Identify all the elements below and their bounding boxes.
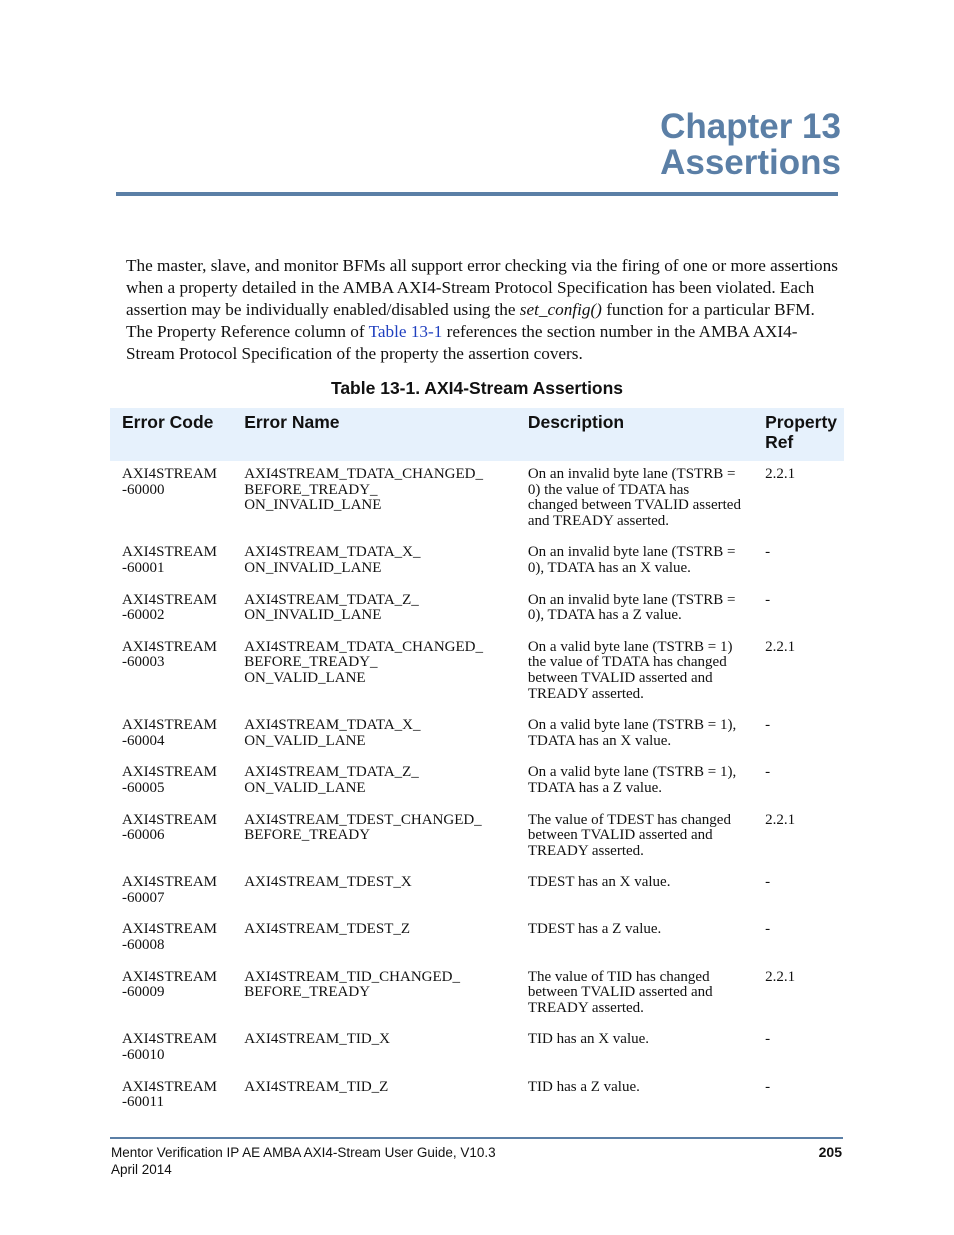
error-code-cell-line: -60002 xyxy=(122,607,165,624)
description-cell-line: TDEST has a Z value. xyxy=(527,921,662,938)
description-cell xyxy=(516,918,753,965)
header-description: Description xyxy=(516,408,753,461)
error-name-cell-line: AXI4STREAM_TID_Z xyxy=(244,1078,389,1095)
description-cell xyxy=(516,809,753,872)
description-cell xyxy=(516,761,753,808)
table-row xyxy=(110,966,844,1029)
error-code-cell xyxy=(110,589,232,636)
error-name-cell xyxy=(232,461,516,541)
error-name-cell-line: AXI4STREAM_TDATA_Z_ xyxy=(244,764,419,781)
error-name-cell-line: AXI4STREAM_TDATA_CHANGED_ xyxy=(244,638,483,655)
error-name-cell xyxy=(232,1076,516,1123)
description-cell-line: 0), TDATA has a Z value. xyxy=(527,607,682,624)
error-code-cell-line: AXI4STREAM xyxy=(122,1031,218,1048)
error-code-cell-line: -60007 xyxy=(122,889,165,906)
error-name-cell xyxy=(232,714,516,761)
error-name-cell-line: BEFORE_TREADY_ xyxy=(244,481,378,498)
error-name-cell xyxy=(232,589,516,636)
description-cell-line: the value of TDATA has changed xyxy=(527,654,727,671)
description-cell-line: TREADY asserted. xyxy=(527,842,644,859)
property-ref-cell: - xyxy=(765,717,771,734)
table-link[interactable]: Table 13-1 xyxy=(368,322,443,341)
error-code-cell xyxy=(110,714,232,761)
description-cell-line: between TVALID asserted and xyxy=(527,669,713,686)
error-code-cell-line: AXI4STREAM xyxy=(122,921,218,938)
table-header-row xyxy=(110,408,844,461)
error-code-cell-line: AXI4STREAM xyxy=(122,544,218,561)
description-cell-line: On a valid byte lane (TSTRB = 1), xyxy=(527,764,737,781)
error-code-cell-line: -60000 xyxy=(122,481,165,498)
table-row xyxy=(110,761,844,808)
description-cell-line: On an invalid byte lane (TSTRB = xyxy=(527,544,736,561)
property-ref-cell: - xyxy=(765,874,771,891)
error-code-cell-line: AXI4STREAM xyxy=(122,717,218,734)
description-cell-line: between TVALID asserted and xyxy=(527,827,713,844)
description-cell xyxy=(516,589,753,636)
error-code-cell-line: AXI4STREAM xyxy=(122,638,218,655)
property-ref-cell: - xyxy=(765,764,771,781)
property-ref-cell: - xyxy=(765,544,771,561)
error-name-cell-line: ON_VALID_LANE xyxy=(244,669,366,686)
description-cell xyxy=(516,714,753,761)
description-cell xyxy=(516,871,753,918)
table-row xyxy=(110,714,844,761)
error-name-cell-line: AXI4STREAM_TDEST_X xyxy=(244,874,412,891)
table-row xyxy=(110,461,844,541)
description-cell-line: TREADY asserted. xyxy=(527,685,644,702)
description-cell-line: between TVALID asserted and xyxy=(527,984,713,1001)
description-cell-line: TID has a Z value. xyxy=(527,1078,640,1095)
header-property-ref: Property Ref xyxy=(753,408,844,461)
error-code-cell-line: -60006 xyxy=(122,827,165,844)
error-code-cell xyxy=(110,1076,232,1123)
error-name-cell xyxy=(232,761,516,808)
error-code-cell-line: AXI4STREAM xyxy=(122,466,218,482)
description-cell xyxy=(516,461,753,541)
error-code-cell-line: -60011 xyxy=(122,1094,164,1111)
error-name-cell-line: BEFORE_TREADY_ xyxy=(244,654,378,671)
error-name-cell xyxy=(232,809,516,872)
table-row xyxy=(110,589,844,636)
error-code-cell-line: AXI4STREAM xyxy=(122,874,218,891)
error-name-cell xyxy=(232,918,516,965)
footer-title: Mentor Verification IP AE AMBA AXI4-Stream User Guide, V10.3 xyxy=(111,1145,496,1160)
description-cell xyxy=(516,1028,753,1075)
error-name-cell xyxy=(232,871,516,918)
description-cell-line: On a valid byte lane (TSTRB = 1), xyxy=(527,717,737,734)
error-code-cell-line: -60008 xyxy=(122,937,165,954)
error-code-cell xyxy=(110,461,232,541)
error-code-cell-line: AXI4STREAM xyxy=(122,764,218,781)
property-ref-cell: - xyxy=(765,921,771,938)
description-cell-line: On an invalid byte lane (TSTRB = xyxy=(527,466,736,482)
error-code-cell xyxy=(110,636,232,714)
description-cell-line: The value of TDEST has changed xyxy=(527,811,731,828)
error-name-cell-line: ON_INVALID_LANE xyxy=(244,497,382,514)
error-name-cell xyxy=(232,541,516,588)
description-cell-line: 0), TDATA has an X value. xyxy=(527,559,691,576)
error-code-cell xyxy=(110,918,232,965)
table-body xyxy=(110,461,844,1123)
description-cell xyxy=(516,541,753,588)
error-name-cell xyxy=(232,966,516,1029)
description-cell-line: 0) the value of TDATA has xyxy=(527,481,690,498)
error-name-cell-line: AXI4STREAM_TDEST_CHANGED_ xyxy=(244,811,482,828)
error-code-cell-line: -60004 xyxy=(122,732,165,749)
page-number: 205 xyxy=(818,1144,842,1160)
chapter-rule xyxy=(116,192,838,196)
error-name-cell-line: AXI4STREAM_TDEST_Z xyxy=(244,921,411,938)
error-code-cell xyxy=(110,761,232,808)
error-name-cell-line: ON_VALID_LANE xyxy=(244,779,366,796)
error-code-cell xyxy=(110,541,232,588)
error-name-cell-line: BEFORE_TREADY xyxy=(244,827,371,844)
error-code-cell-line: AXI4STREAM xyxy=(122,591,218,608)
description-cell-line: On an invalid byte lane (TSTRB = xyxy=(527,591,736,608)
error-code-cell-line: -60001 xyxy=(122,559,165,576)
footer-rule xyxy=(110,1137,843,1139)
error-code-cell-line: -60009 xyxy=(122,984,165,1001)
property-ref-cell: 2.2.1 xyxy=(765,466,796,482)
description-cell-line: TDEST has an X value. xyxy=(527,874,671,891)
error-name-cell-line: AXI4STREAM_TDATA_Z_ xyxy=(244,591,419,608)
description-cell-line: changed between TVALID asserted xyxy=(527,497,741,514)
error-code-cell-line: AXI4STREAM xyxy=(122,968,218,985)
property-ref-cell: - xyxy=(765,1031,771,1048)
description-cell-line: and TREADY asserted. xyxy=(527,512,670,529)
table-row xyxy=(110,1076,844,1123)
footer-info xyxy=(111,1144,496,1178)
error-name-cell-line: ON_INVALID_LANE xyxy=(244,559,382,576)
property-ref-cell: 2.2.1 xyxy=(765,968,796,985)
error-code-cell-line: AXI4STREAM xyxy=(122,1078,218,1095)
table-row xyxy=(110,809,844,872)
property-ref-cell: - xyxy=(765,591,771,608)
description-cell xyxy=(516,1076,753,1123)
description-cell-line: TDATA has a Z value. xyxy=(527,779,663,796)
intro-text-3: references the section number in the AMBA AXI4-Stream Protocol Specification of the property the assertion covers. xyxy=(126,322,798,363)
description-cell-line: TDATA has an X value. xyxy=(527,732,672,749)
assertions-table xyxy=(110,408,844,1123)
error-name-cell-line: AXI4STREAM_TDATA_X_ xyxy=(244,544,421,561)
chapter-number: Chapter 13 xyxy=(660,107,841,146)
property-ref-cell: - xyxy=(765,1078,771,1095)
table-row xyxy=(110,871,844,918)
error-code-cell-line: -60010 xyxy=(122,1047,165,1064)
error-code-cell xyxy=(110,809,232,872)
error-name-cell-line: ON_VALID_LANE xyxy=(244,732,366,749)
error-name-cell-line: ON_INVALID_LANE xyxy=(244,607,382,624)
intro-paragraph xyxy=(126,255,844,365)
table-row xyxy=(110,1028,844,1075)
description-cell-line: TREADY asserted. xyxy=(527,999,644,1016)
chapter-title: Assertions xyxy=(660,143,841,182)
intro-text-1: The master, slave, and monitor BFMs all support error checking via the firing of one or more assertions when a property detailed in the AMBA AXI4-Stream Protocol Specification has been violated. Each assertion may be individually enabled/disabled using the xyxy=(126,256,838,319)
error-name-cell-line: AXI4STREAM_TDATA_X_ xyxy=(244,717,421,734)
error-code-cell-line: AXI4STREAM xyxy=(122,811,218,828)
table-row xyxy=(110,918,844,965)
footer-date: April 2014 xyxy=(111,1162,172,1177)
error-name-cell-line: AXI4STREAM_TDATA_CHANGED_ xyxy=(244,466,483,482)
description-cell xyxy=(516,636,753,714)
description-cell xyxy=(516,966,753,1029)
chapter-heading xyxy=(660,109,841,181)
description-cell-line: On a valid byte lane (TSTRB = 1) xyxy=(527,638,733,655)
header-error-name: Error Name xyxy=(232,408,516,461)
error-code-cell xyxy=(110,871,232,918)
table-row xyxy=(110,541,844,588)
header-error-code: Error Code xyxy=(110,408,232,461)
error-code-cell xyxy=(110,1028,232,1075)
error-code-cell-line: -60005 xyxy=(122,779,165,796)
table-row xyxy=(110,636,844,714)
error-name-cell-line: AXI4STREAM_TID_X xyxy=(244,1031,391,1048)
description-cell-line: The value of TID has changed xyxy=(527,968,710,985)
error-name-cell-line: AXI4STREAM_TID_CHANGED_ xyxy=(244,968,461,985)
description-cell-line: TID has an X value. xyxy=(527,1031,650,1048)
intro-text-2: function for a particular BFM. The Property Reference column of xyxy=(126,300,815,341)
function-name: set_config() xyxy=(519,300,602,319)
error-code-cell xyxy=(110,966,232,1029)
error-name-cell xyxy=(232,636,516,714)
error-name-cell xyxy=(232,1028,516,1075)
property-ref-cell: 2.2.1 xyxy=(765,811,796,828)
error-name-cell-line: BEFORE_TREADY xyxy=(244,984,371,1001)
table-caption: Table 13-1. AXI4-Stream Assertions xyxy=(330,378,624,398)
property-ref-cell: 2.2.1 xyxy=(765,638,796,655)
error-code-cell-line: -60003 xyxy=(122,654,165,671)
